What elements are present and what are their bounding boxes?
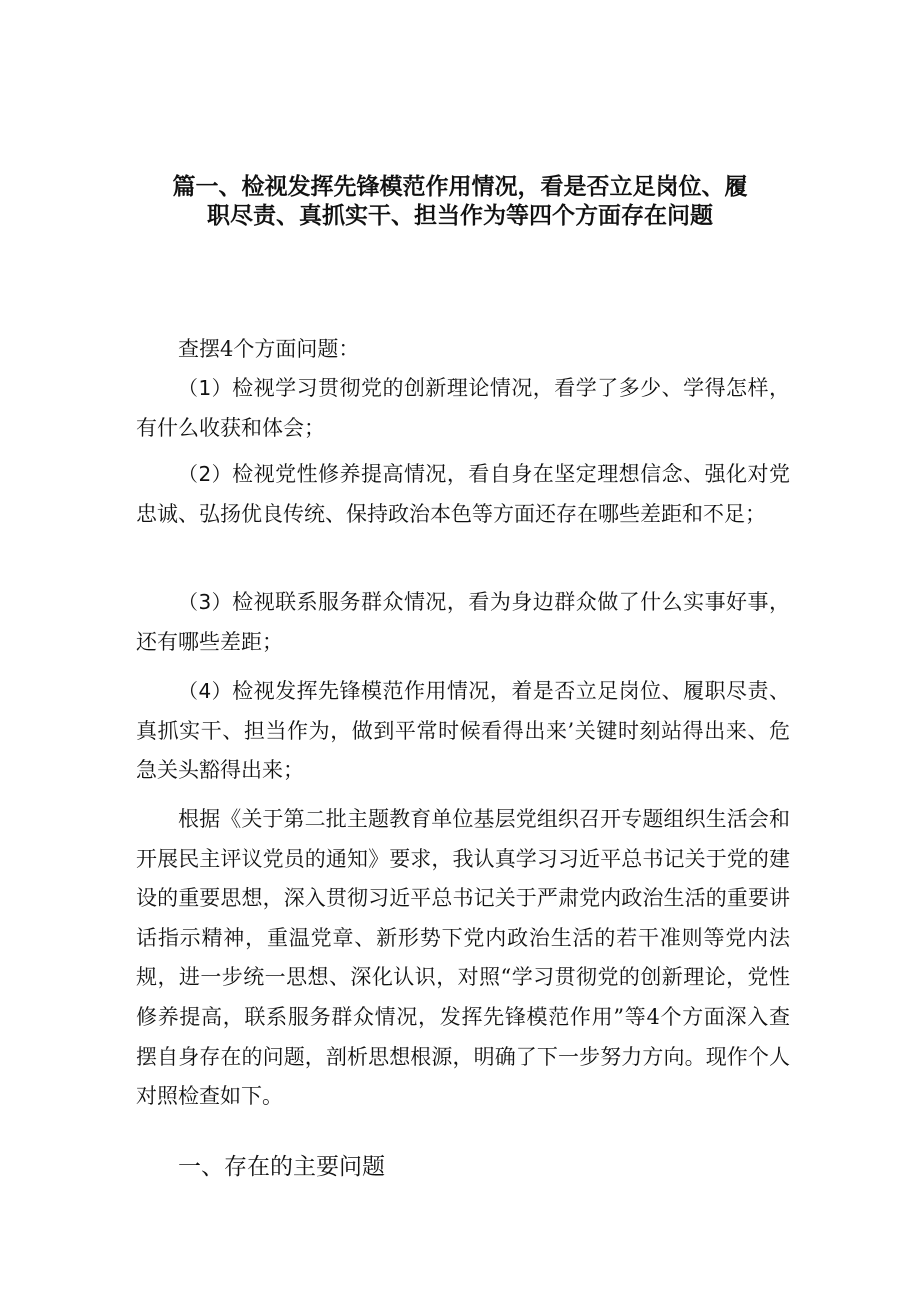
list-item (136, 455, 790, 534)
list-item (136, 369, 790, 448)
list-item-text: 检视党性修养提高情况，看自身在坚定理想信念、强化对党忠诚、弘扬优良传统、保持政治本色等方面还存在哪些差距和不足； (136, 462, 790, 526)
list-item (136, 583, 790, 662)
list-item-text: 检视联系服务群众情况，看为身边群众做了什么实事好事，还有哪些差距； (136, 590, 790, 654)
list-item-number: （1） (178, 376, 233, 400)
document-title-line-1: 篇一、检视发挥先锋模范作用情况，看是否立足岗位、履 (172, 174, 748, 200)
list-item-number: （3） (178, 590, 233, 614)
list-item-number: （2） (178, 462, 233, 486)
list-item-text: 检视发挥先锋模范作用情况，着是否立足岗位、履职尽责、真抓实干、担当作为，做到平常时候看得出来’关键时刻站得出来、危急关头豁得出来； (136, 679, 790, 783)
intro-paragraph: 查摆4个方面问题： (178, 337, 360, 361)
document-title-line-2: 职尽责、真抓实干、担当作为等四个方面存在问题 (207, 203, 713, 229)
section-heading: 一、存在的主要问题 (178, 1154, 385, 1180)
list-item (136, 672, 790, 791)
body-paragraph: 根据《关于第二批主题教育单位基层党组织召开专题组织生活会和开展民主评议党员的通知》要求，我认真学习习近平总书记关于党的建设的重要思想，深入贯彻习近平总书记关于严肃党内政治生活的重要讲话指示精神，重温党章、新形势下党内政治生活的若干准则等党内法规，进一步统一思想、深化认识，对照“学习贯彻党的创新理论，党性修养提高，联系服务群众情况，发挥先锋模范作用”等4个方面深入查摆自身存在的问题，剖析思想根源，明确了下一步努力方向。现作个人对照检查如下。 (136, 807, 790, 1109)
list-item-text: 检视学习贯彻党的创新理论情况，看学了多少、学得怎样，有什么收获和体会； (136, 376, 790, 440)
list-item-number: （4） (178, 679, 233, 703)
